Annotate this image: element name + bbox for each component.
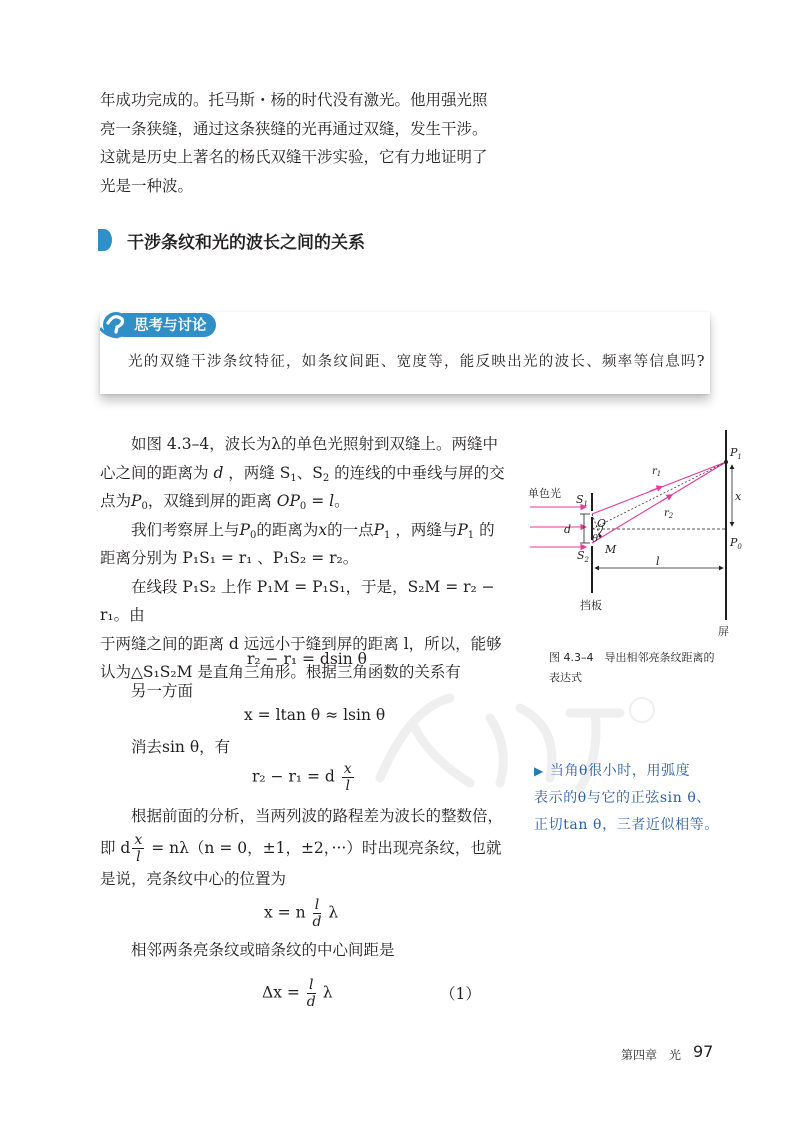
side-note-line: 表示的θ与它的正弦sin θ、	[534, 790, 711, 806]
label-theta: θ	[592, 534, 599, 545]
body-line: 点为$P_0$，双缝到屏的距离 $OP_0 = l$。	[100, 492, 350, 512]
body-line: 我们考察屏上与$P_0$的距离为x的一点$P_1$ ，两缝与$P_1$ 的	[131, 520, 495, 541]
equation-4: x = n $\frac{l}{d}$ λ	[264, 897, 339, 930]
intro-line: 年成功完成的。托马斯・杨的时代没有激光。他用强光照	[100, 91, 488, 109]
label-light: 单色光	[528, 487, 561, 500]
label-s2: $S_2$	[577, 549, 590, 564]
think-discuss-label: 思考与讨论	[134, 318, 207, 334]
body-line: 根据前面的分析，当两列波的路程差为波长的整数倍，	[131, 807, 504, 825]
body-line: 是说，亮条纹中心的位置为	[100, 869, 287, 888]
side-note-line: 正切tan θ，三者近似相等。	[534, 817, 719, 833]
side-note	[534, 758, 734, 839]
label-r1: $r_1$	[652, 466, 662, 478]
equation-3: r₂ − r₁ = d $\frac{x}{l}$	[252, 761, 352, 794]
intro-line: 这就是历史上著名的杨氏双缝干涉实验，它有力地证明了	[100, 148, 488, 166]
body-line: 如图 4.3–4，波长为λ的单色光照射到双缝上。两缝中	[131, 435, 499, 453]
body-line: 消去sin θ，有	[131, 738, 231, 756]
label-d: d	[564, 523, 572, 536]
figure-caption-line: 图 4.3–4 导出相邻亮条纹距离的	[549, 651, 715, 664]
equation-1: r₂ − r₁ = dsin θ	[247, 650, 368, 668]
body-line: 于两缝之间的距离 d 远远小于缝到屏的距离 l，所以，能够	[100, 634, 502, 653]
ray-direction	[660, 495, 672, 502]
triangle-right-icon: ▶	[534, 764, 544, 778]
section-title: 干涉条纹和光的波长之间的关系	[127, 233, 365, 253]
body-block-2	[100, 802, 520, 893]
ray-direction	[650, 487, 662, 492]
body-line: 即 d $\frac{x}{l}$ = nλ（n = 0，±1，±2，···）时出现亮条纹，也就	[100, 832, 502, 865]
equation-5-number: （1）	[440, 985, 481, 1003]
chapter-label: 第四章 光	[621, 1048, 682, 1062]
intro-line: 亮一条狭缝，通过这条狭缝的光再通过双缝，发生干涉。	[100, 119, 488, 138]
label-p0: $P_0$	[730, 536, 742, 551]
label-l: l	[656, 555, 660, 568]
figure-caption	[549, 648, 739, 688]
intro-paragraph	[100, 86, 520, 200]
body-line: 心之间的距离为 d ，两缝 $S_1$、$S_2$ 的连线的中垂线与屏的交	[100, 463, 505, 484]
label-r2: $r_2$	[664, 508, 674, 520]
side-note-line: 当角θ很小时，用弧度	[549, 763, 691, 779]
page-number: 97	[693, 1042, 714, 1061]
body-line: 相邻两条亮条纹或暗条纹的中心间距是	[131, 941, 395, 959]
label-s1: $S_1$	[576, 493, 589, 508]
equation-5: Δx = $\frac{l}{d}$ λ	[262, 977, 333, 1010]
section-marker-icon	[98, 229, 112, 251]
body-line: 认为△S₁S₂M 是直角三角形。根据三角函数的关系有	[100, 663, 461, 681]
label-o: O	[597, 517, 607, 530]
point-p1	[724, 460, 728, 464]
label-x: x	[735, 490, 742, 503]
main-body	[100, 430, 520, 687]
double-slit-diagram	[520, 425, 750, 645]
label-p1: $P_1$	[730, 446, 742, 461]
think-discuss-question: 光的双缝干涉条纹特征，如条纹间距、宽度等，能反映出光的波长、频率等信息吗?	[128, 354, 706, 370]
intro-line: 光是一种波。	[100, 176, 194, 195]
body-line: 距离分别为 P₁S₁ = r₁ 、P₁S₂ = r₂。	[100, 549, 359, 567]
figure-caption-line: 表达式	[549, 671, 582, 684]
body-line: 另一方面	[131, 682, 194, 700]
label-screen: 屏	[718, 625, 729, 638]
body-line: 在线段 P₁S₂ 上作 P₁M = P₁S₁，于是，S₂M = r₂ − r₁。由	[100, 577, 495, 624]
label-barrier: 挡板	[580, 599, 602, 612]
point-m	[599, 535, 602, 538]
equation-2: x = ltan θ ≈ lsin θ	[244, 706, 386, 724]
label-m: M	[605, 543, 617, 556]
